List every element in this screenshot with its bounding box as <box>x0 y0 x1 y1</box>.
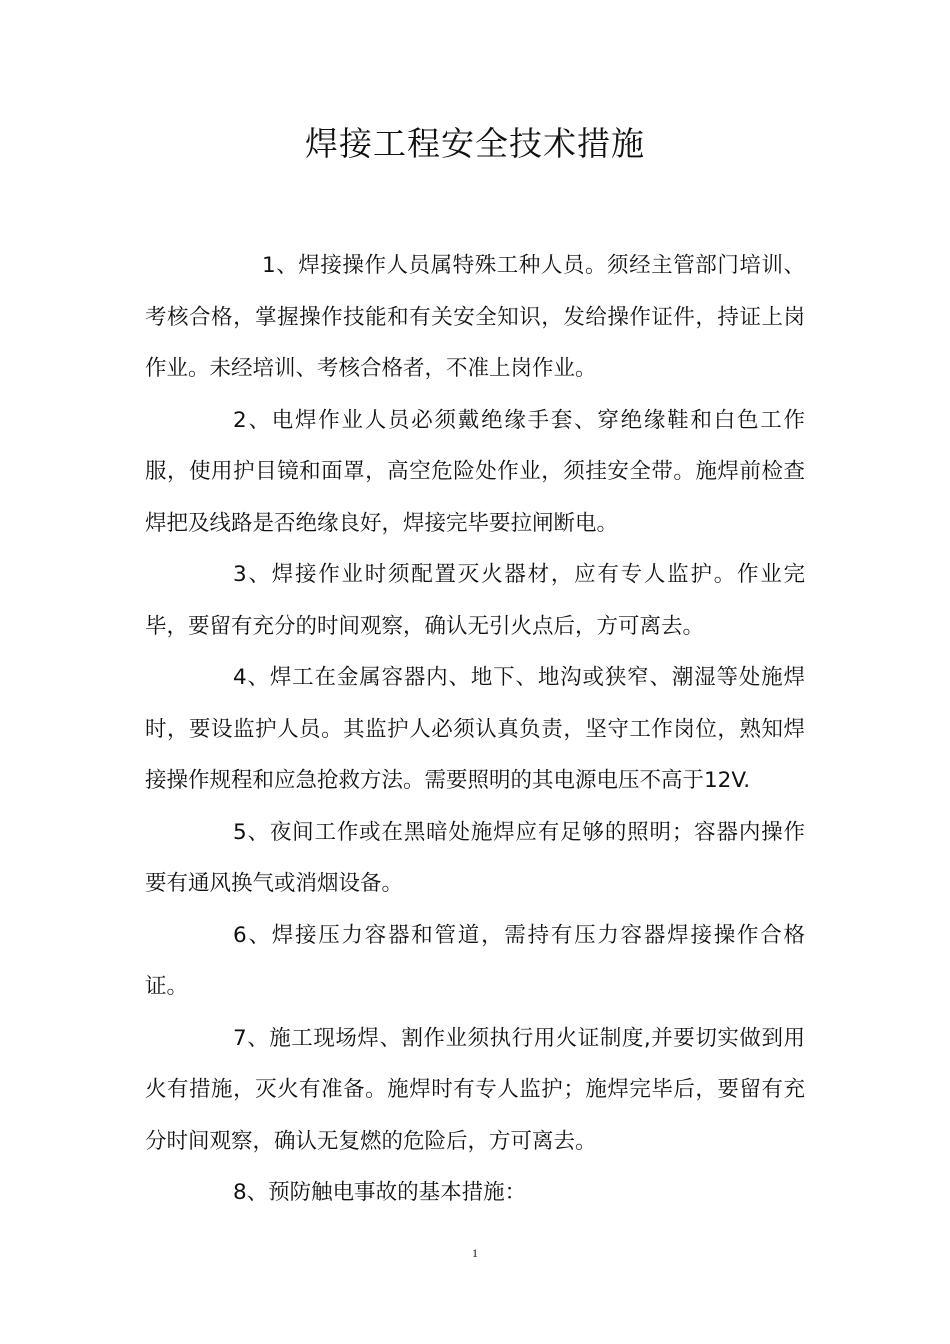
page-number: 1 <box>472 1246 478 1260</box>
paragraph-4: 4、焊工在金属容器内、地下、地沟或狭窄、潮湿等处施焊时，要设监护人员。其监护人必须认真负责，坚守工作岗位，熟知焊接操作规程和应急抢救方法。需要照明的其电源电压不高于12V. <box>145 665 805 793</box>
document-body <box>145 240 805 1219</box>
paragraph-2: 2、电焊作业人员必须戴绝缘手套、穿绝缘鞋和白色工作服，使用护目镜和面罩，高空危险处作业，须挂安全带。施焊前检查焊把及线路是否绝缘良好，焊接完毕要拉闸断电。 <box>145 407 805 536</box>
paragraph-3: 3、焊接作业时须配置灭火器材，应有专人监护。作业完毕，要留有充分的时间观察，确认无引火点后，方可离去。 <box>145 562 805 639</box>
paragraph-5: 5、夜间工作或在黑暗处施焊应有足够的照明；容器内操作要有通风换气或消烟设备。 <box>145 819 805 896</box>
page-title: 焊接工程安全技术措施 <box>305 124 645 163</box>
paragraph-1: 1、焊接操作人员属特殊工种人员。须经主管部门培训、考核合格，掌握操作技能和有关安全知识，发给操作证件，持证上岗作业。未经培训、考核合格者，不准上岗作业。 <box>145 253 805 381</box>
paragraph-6: 6、焊接压力容器和管道，需持有压力容器焊接操作合格证。 <box>145 922 805 999</box>
paragraph-8: 8、预防触电事故的基本措施： <box>233 1180 527 1205</box>
paragraph-7: 7、施工现场焊、割作业须执行用火证制度,并要切实做到用火有措施，灭火有准备。施焊时有专人监护；施焊完毕后，要留有充分时间观察，确认无复燃的危险后，方可离去。 <box>145 1025 805 1154</box>
